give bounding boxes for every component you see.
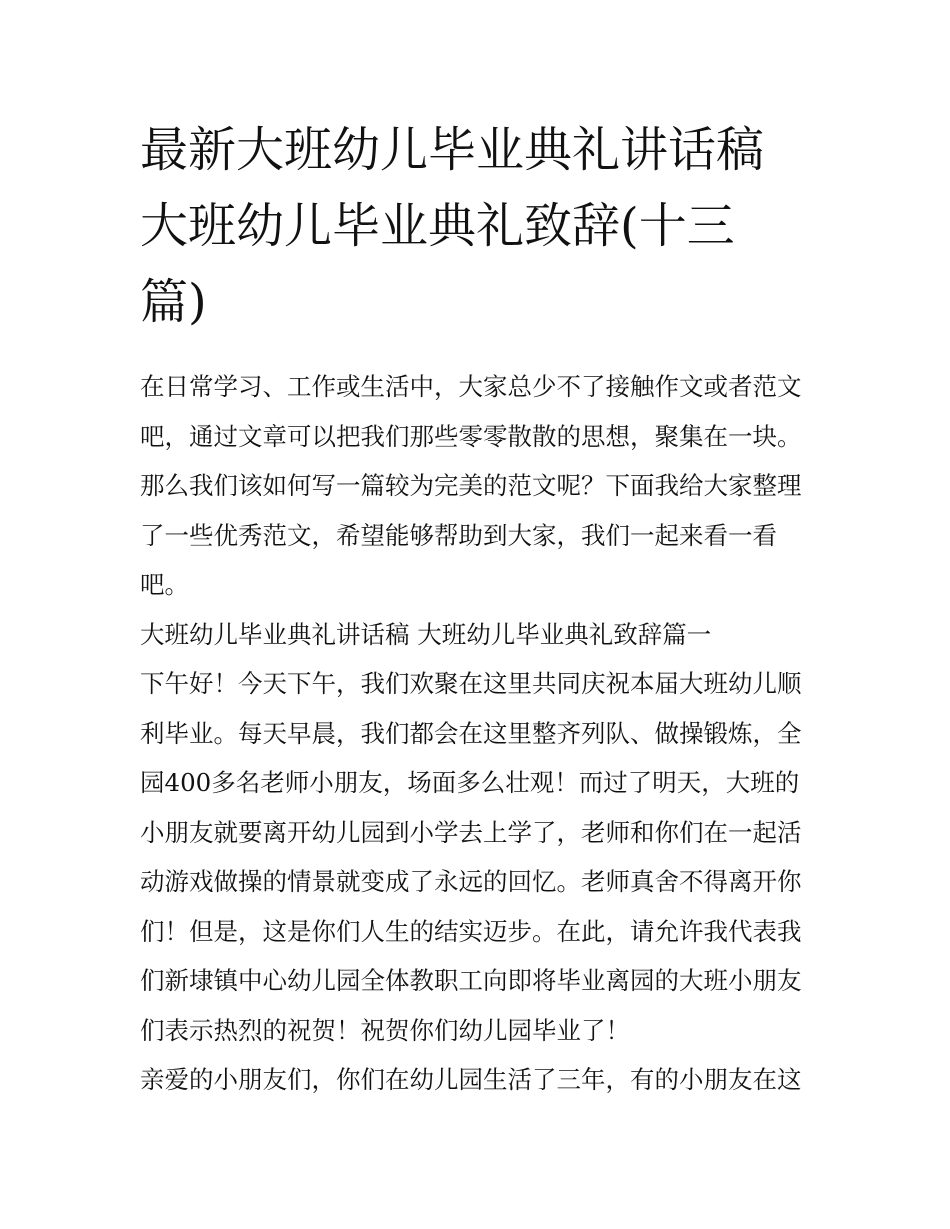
text-line: 在日常学习、工作或生活中，大家总少不了接触作文或者范文 [140,372,802,401]
text-line: 们表示热烈的祝贺！祝贺你们幼儿园毕业了！ [140,1015,630,1045]
closing-paragraph [140,1055,820,1105]
title-line: 篇) [140,274,207,330]
section-heading [140,610,820,660]
document-content [140,112,820,1105]
text-line: 们新埭镇中心幼儿园全体教职工向即将毕业离园的大班小朋友 [140,966,802,995]
text-line: 们！但是，这是你们人生的结实迈步。在此，请允许我代表我 [140,916,802,946]
text-line: 利毕业。每天早晨，我们都会在这里整齐列队、做操锻炼，全 [140,718,802,748]
text-line: 小朋友就要离开幼儿园到小学去上学了，老师和你们在一起活 [140,817,802,847]
title-line: 最新大班幼儿毕业典礼讲话稿 [140,122,765,178]
text-line: 吧，通过文章可以把我们那些零零散散的思想，聚集在一块。 [140,421,802,451]
text-line: 下午好！今天下午，我们欢聚在这里共同庆祝本届大班幼儿顺 [140,669,802,698]
speech-paragraph [140,659,820,1055]
intro-paragraph [140,362,820,610]
text-line: 吧。 [140,570,189,599]
title-line: 大班幼儿毕业典礼致辞(十三 [140,198,735,254]
text-line: 动游戏做操的情景就变成了永远的回忆。老师真舍不得离开你 [140,867,802,896]
text-line: 亲爱的小朋友们，你们在幼儿园生活了三年，有的小朋友在这 [140,1065,802,1094]
text-line: 园400多名老师小朋友，场面多么壮观！而过了明天，大班的 [140,768,800,797]
text-line: 那么我们该如何写一篇较为完美的范文呢？下面我给大家整理 [140,471,802,500]
document-title [140,112,820,340]
text-line: 了一些优秀范文，希望能够帮助到大家，我们一起来看一看 [140,520,777,550]
document-body [140,362,820,1105]
section-heading-text: 大班幼儿毕业典礼讲话稿 大班幼儿毕业典礼致辞篇一 [140,619,712,649]
